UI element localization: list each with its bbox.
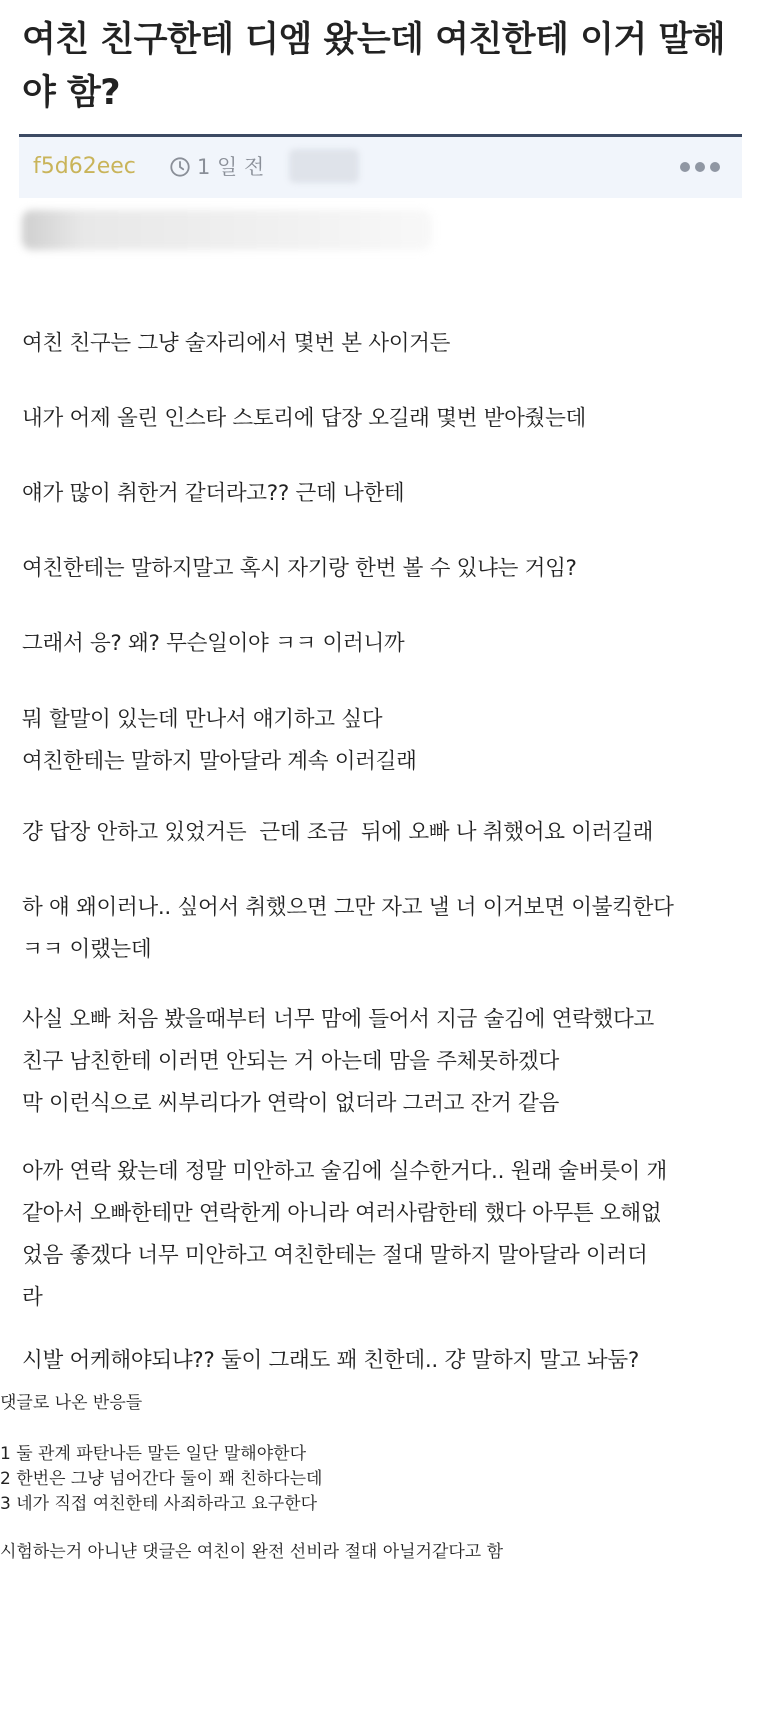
post-time bbox=[169, 152, 264, 182]
clock-icon bbox=[169, 156, 191, 178]
time-text: 1 일 전 bbox=[197, 155, 265, 179]
post-title: 여친 친구한테 디엠 왔는데 여친한테 이거 말해야 함? bbox=[22, 20, 726, 113]
post-paragraph: 그래서 응? 왜? 무슨일이야 ㅋㅋ 이러니까 bbox=[22, 631, 405, 656]
post-paragraph: 걍 답장 안하고 있었거든 근데 조금 뒤에 오빠 나 취했어요 이러길래 bbox=[22, 820, 654, 845]
comments-heading: 댓글로 나온 반응들 bbox=[0, 1393, 143, 1413]
comment-item: 3 네가 직접 여친한테 사죄하라고 요구한다 bbox=[0, 1494, 318, 1514]
post-paragraph: 여친 친구는 그냥 술자리에서 몇번 본 사이거든 bbox=[22, 331, 451, 356]
comment-item: 2 한번은 그냥 넘어간다 둘이 꽤 친하다는데 bbox=[0, 1469, 323, 1489]
post-meta-bar bbox=[19, 134, 742, 198]
blurred-info bbox=[289, 149, 359, 183]
post-paragraph: 사실 오빠 처음 봤을때부터 너무 맘에 들어서 지금 술김에 연락했다고 친구 남친한테 이러면 안되는 거 아는데 맘을 주체못하겠다 막 이런식으로 씨부리다가 연락이 없더라 그러고 잔거 같음 bbox=[22, 1007, 654, 1116]
comment-item: 1 둘 관계 파탄나든 말든 일단 말해야한다 bbox=[0, 1444, 306, 1464]
post-paragraph: 내가 어제 올린 인스타 스토리에 답장 오길래 몇번 받아줬는데 bbox=[22, 406, 587, 431]
blurred-line bbox=[22, 210, 432, 250]
more-dots-icon[interactable] bbox=[680, 157, 720, 177]
post-paragraph: 시발 어케해야되냐?? 둘이 그래도 꽤 친한데.. 걍 말하지 말고 놔둠? bbox=[22, 1348, 639, 1373]
author-name[interactable]: f5d62eec bbox=[33, 154, 136, 179]
comments-footer: 시험하는거 아니냔 댓글은 여친이 완전 선비라 절대 아닐거같다고 함 bbox=[0, 1542, 504, 1562]
post-paragraph: 뭐 할말이 있는데 만나서 얘기하고 싶다 여친한테는 말하지 말아달라 계속 이러길래 bbox=[22, 707, 417, 774]
post-paragraph: 여친한테는 말하지말고 혹시 자기랑 한번 볼 수 있냐는 거임? bbox=[22, 556, 577, 581]
post-paragraph: 아까 연락 왔는데 정말 미안하고 술김에 실수한거다.. 원래 술버릇이 개 같아서 오빠한테만 연락한게 아니라 여러사람한테 했다 아무튼 오해없 었음 좋겠다 너무 미안하고 여친한테는 절대 말하지 말아달라 이러더 라 bbox=[22, 1159, 668, 1310]
post-paragraph: 얘가 많이 취한거 같더라고?? 근데 나한테 bbox=[22, 481, 405, 506]
post-paragraph: 하 얘 왜이러나.. 싶어서 취했으면 그만 자고 낼 너 이거보면 이불킥한다 ㅋㅋ 이랬는데 bbox=[22, 895, 674, 962]
